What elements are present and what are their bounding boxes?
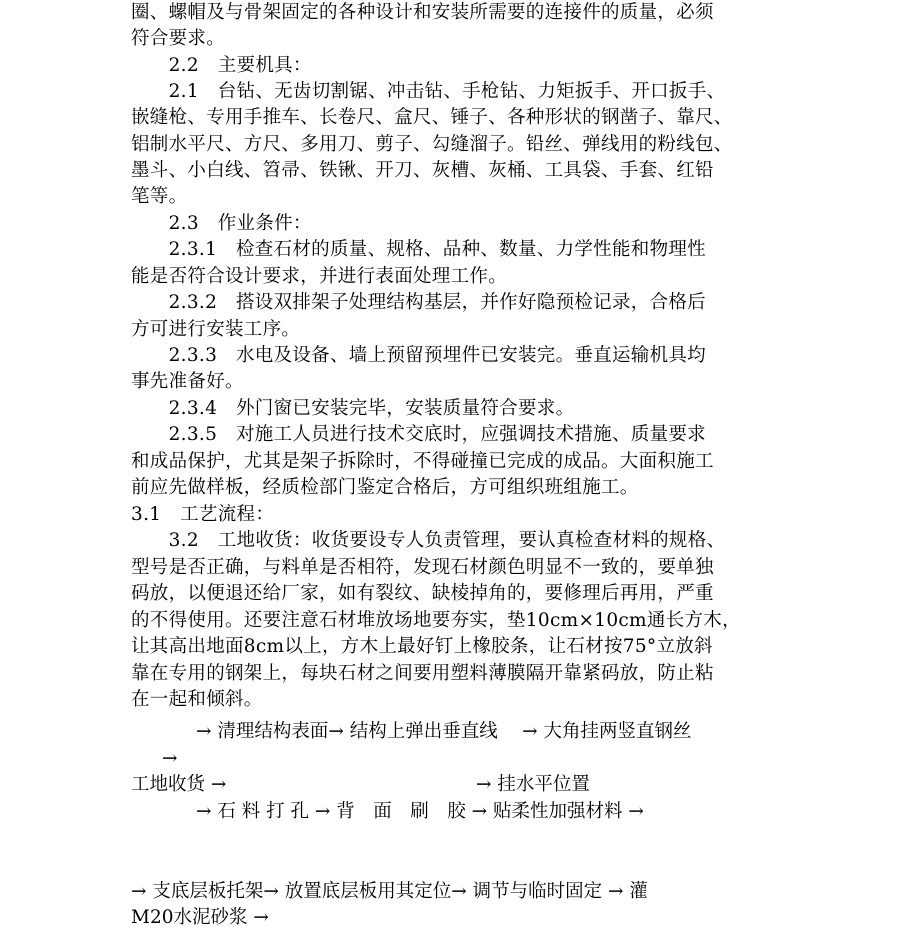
flow-row-1: → 清理结构表面→ 结构上弹出垂直线 → 大角挂两竖直钢丝 — [196, 721, 692, 742]
text-line: 墨斗、小白线、笤帚、铁锹、开刀、灰槽、灰桶、工具袋、手套、红铅 — [131, 160, 714, 181]
text-line: 圈、螺帽及与骨架固定的各种设计和安装所需要的连接件的质量，必须 — [131, 2, 714, 23]
flow-row-4: → 支底层板托架→ 放置底层板用其定位→ 调节与临时固定 → 灌 — [131, 881, 648, 902]
text-line: 铝制水平尺、方尺、多用刀、剪子、勾缝溜子。铅丝、弹线用的粉线包、 — [131, 134, 733, 155]
flow-row-5: M20水泥砂浆 → — [131, 907, 269, 928]
text-line: 符合要求。 — [131, 28, 226, 49]
flow-row-2: → 挂水平位置 — [476, 774, 590, 795]
text-line: 让其高出地面8cm以上，方木上最好钉上橡胶条，让石材按75°立放斜 — [131, 636, 713, 657]
text-line: 靠在专用的钢架上，每块石材之间要用塑料薄膜隔开靠紧码放，防止粘 — [131, 663, 714, 684]
section-heading: 3.1 工艺流程： — [131, 504, 275, 525]
text-line: 的不得使用。还要注意石材堆放场地要夯实，垫10cm×10cm通长方木， — [131, 610, 741, 631]
text-line: 2.3.4 外门窗已安装完毕，安装质量符合要求。 — [131, 398, 575, 419]
text-line: 码放，以便退还给厂家，如有裂纹、缺棱掉角的，要修理后再用，严重 — [131, 583, 714, 604]
text-line: 2.3.5 对施工人员进行技术交底时，应强调技术措施、质量要求 — [131, 424, 706, 445]
text-line: 2.3.3 水电及设备、墙上预留预埋件已安装完。垂直运输机具均 — [131, 345, 706, 366]
text-line: 在一起和倾斜。 — [131, 689, 263, 710]
text-line: 2.3.2 搭设双排架子处理结构基层，并作好隐预检记录，合格后 — [131, 292, 706, 313]
flow-row-3: → 石 料 打 孔 → 背 面 刷 胶 → 贴柔性加强材料 → — [196, 801, 644, 822]
flow-start: 工地收货 → — [131, 774, 227, 795]
section-heading: 2.2 主要机具： — [131, 55, 312, 76]
text-line: 能是否符合设计要求，并进行表面处理工作。 — [131, 266, 508, 287]
text-line: 和成品保护，尤其是架子拆除时，不得碰撞已完成的成品。大面积施工 — [131, 451, 714, 472]
text-line: 2.1 台钻、无齿切割锯、冲击钻、手枪钻、力矩扳手、开口扳手、 — [131, 81, 726, 102]
text-line: 前应先做样板，经质检部门鉴定合格后，方可组织班组施工。 — [131, 477, 639, 498]
text-line: 型号是否正确，与料单是否相符，发现石材颜色明显不一致的，要单独 — [131, 557, 714, 578]
section-heading: 2.3 作业条件： — [131, 213, 312, 234]
text-line: 3.2 工地收货：收货要设专人负责管理，要认真检查材料的规格、 — [131, 530, 726, 551]
text-line: 2.3.1 检查石材的质量、规格、品种、数量、力学性能和物理性 — [131, 239, 706, 260]
text-line: 嵌缝枪、专用手推车、长卷尺、盒尺、锤子、各种形状的钢凿子、靠尺、 — [131, 107, 733, 128]
text-line: 事先准备好。 — [131, 371, 244, 392]
text-line: 笔等。 — [131, 186, 188, 207]
flow-row-1-arrow: → — [162, 748, 178, 769]
text-line: 方可进行安装工序。 — [131, 319, 301, 340]
